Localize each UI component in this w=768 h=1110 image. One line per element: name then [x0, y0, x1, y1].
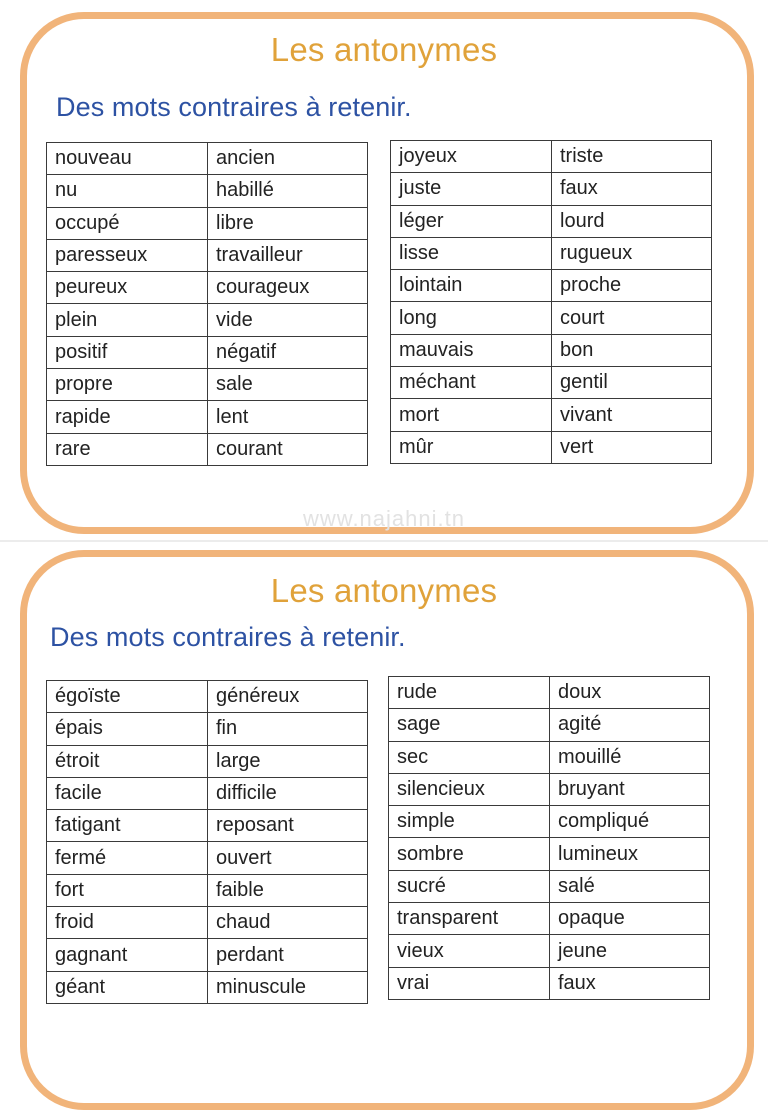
antonyms-table-right	[388, 676, 710, 1000]
word-cell: vieux	[389, 935, 550, 967]
antonym-cell: compliqué	[550, 806, 710, 838]
word-cell: mauvais	[391, 334, 552, 366]
word-cell: étroit	[47, 745, 208, 777]
antonym-cell: bruyant	[550, 773, 710, 805]
word-cell: fort	[47, 874, 208, 906]
antonym-pair-row	[47, 369, 368, 401]
word-cell: transparent	[389, 903, 550, 935]
word-cell: lointain	[391, 270, 552, 302]
antonym-pair-row	[391, 399, 712, 431]
word-cell: long	[391, 302, 552, 334]
antonym-cell: lent	[208, 401, 368, 433]
word-cell: fatigant	[47, 810, 208, 842]
word-cell: égoïste	[47, 681, 208, 713]
antonym-pair-row	[391, 173, 712, 205]
antonym-cell: vert	[552, 431, 712, 463]
antonym-cell: vide	[208, 304, 368, 336]
antonym-cell: large	[208, 745, 368, 777]
antonym-pair-row	[391, 237, 712, 269]
antonym-pair-row	[47, 143, 368, 175]
antonym-cell: ouvert	[208, 842, 368, 874]
antonym-cell: courageux	[208, 272, 368, 304]
antonym-pair-row	[391, 205, 712, 237]
antonym-pair-row	[389, 935, 710, 967]
antonym-cell: faux	[550, 967, 710, 999]
antonym-pair-row	[391, 141, 712, 173]
word-cell: gagnant	[47, 939, 208, 971]
antonyms-table-right	[390, 140, 712, 464]
card-subtitle: Des mots contraires à retenir.	[56, 92, 412, 122]
antonym-cell: négatif	[208, 336, 368, 368]
word-cell: silencieux	[389, 773, 550, 805]
antonym-pair-row	[47, 272, 368, 304]
antonym-pair-row	[47, 336, 368, 368]
antonym-cell: sale	[208, 369, 368, 401]
antonym-pair-row	[389, 870, 710, 902]
antonym-pair-row	[47, 207, 368, 239]
antonym-pair-row	[389, 967, 710, 999]
word-cell: juste	[391, 173, 552, 205]
word-cell: sombre	[389, 838, 550, 870]
word-cell: positif	[47, 336, 208, 368]
antonym-cell: courant	[208, 433, 368, 465]
card-title: Les antonymes	[270, 31, 498, 68]
antonym-cell: minuscule	[208, 971, 368, 1003]
word-cell: lisse	[391, 237, 552, 269]
antonym-pair-row	[47, 401, 368, 433]
word-cell: sucré	[389, 870, 550, 902]
antonym-pair-row	[47, 433, 368, 465]
antonyms-card-1	[0, 0, 768, 540]
word-cell: froid	[47, 907, 208, 939]
antonym-cell: lumineux	[550, 838, 710, 870]
antonym-pair-row	[389, 677, 710, 709]
antonyms-table-left	[46, 680, 368, 1004]
word-cell: joyeux	[391, 141, 552, 173]
card-subtitle: Des mots contraires à retenir.	[50, 622, 406, 652]
antonym-pair-row	[47, 810, 368, 842]
antonym-cell: reposant	[208, 810, 368, 842]
word-cell: fermé	[47, 842, 208, 874]
antonym-pair-row	[47, 239, 368, 271]
antonym-cell: chaud	[208, 907, 368, 939]
antonym-cell: faux	[552, 173, 712, 205]
antonym-pair-row	[391, 367, 712, 399]
word-cell: nu	[47, 175, 208, 207]
antonym-pair-row	[389, 838, 710, 870]
antonym-cell: triste	[552, 141, 712, 173]
antonym-cell: travailleur	[208, 239, 368, 271]
antonym-pair-row	[391, 270, 712, 302]
antonym-cell: jeune	[550, 935, 710, 967]
word-cell: sec	[389, 741, 550, 773]
antonym-cell: lourd	[552, 205, 712, 237]
antonym-cell: rugueux	[552, 237, 712, 269]
antonym-cell: difficile	[208, 777, 368, 809]
antonym-pair-row	[47, 777, 368, 809]
antonym-cell: proche	[552, 270, 712, 302]
antonym-cell: salé	[550, 870, 710, 902]
antonym-cell: court	[552, 302, 712, 334]
word-cell: mort	[391, 399, 552, 431]
word-cell: rare	[47, 433, 208, 465]
antonym-cell: libre	[208, 207, 368, 239]
word-cell: épais	[47, 713, 208, 745]
word-cell: nouveau	[47, 143, 208, 175]
word-cell: vrai	[389, 967, 550, 999]
antonym-pair-row	[389, 773, 710, 805]
antonym-cell: bon	[552, 334, 712, 366]
antonym-cell: généreux	[208, 681, 368, 713]
antonym-cell: faible	[208, 874, 368, 906]
word-cell: rapide	[47, 401, 208, 433]
antonym-cell: agité	[550, 709, 710, 741]
antonym-cell: ancien	[208, 143, 368, 175]
antonym-pair-row	[391, 334, 712, 366]
antonym-pair-row	[389, 903, 710, 935]
antonym-cell: vivant	[552, 399, 712, 431]
antonym-pair-row	[47, 681, 368, 713]
word-cell: simple	[389, 806, 550, 838]
antonym-pair-row	[47, 939, 368, 971]
antonym-cell: doux	[550, 677, 710, 709]
antonym-pair-row	[47, 304, 368, 336]
antonym-cell: opaque	[550, 903, 710, 935]
word-cell: mûr	[391, 431, 552, 463]
antonym-cell: mouillé	[550, 741, 710, 773]
antonym-pair-row	[47, 874, 368, 906]
word-cell: rude	[389, 677, 550, 709]
antonyms-table-left	[46, 142, 368, 466]
antonym-pair-row	[47, 907, 368, 939]
word-cell: plein	[47, 304, 208, 336]
antonym-pair-row	[389, 709, 710, 741]
word-cell: propre	[47, 369, 208, 401]
word-cell: peureux	[47, 272, 208, 304]
antonym-cell: perdant	[208, 939, 368, 971]
watermark: www.najahni.tn	[303, 506, 465, 531]
word-cell: facile	[47, 777, 208, 809]
antonym-pair-row	[47, 745, 368, 777]
antonym-pair-row	[391, 431, 712, 463]
antonym-pair-row	[47, 713, 368, 745]
antonym-pair-row	[391, 302, 712, 334]
antonym-cell: fin	[208, 713, 368, 745]
word-cell: sage	[389, 709, 550, 741]
antonym-pair-row	[47, 971, 368, 1003]
antonym-pair-row	[389, 741, 710, 773]
antonyms-card-2	[0, 542, 768, 1024]
antonym-cell: habillé	[208, 175, 368, 207]
antonym-pair-row	[389, 806, 710, 838]
card-title: Les antonymes	[270, 572, 498, 609]
word-cell: léger	[391, 205, 552, 237]
antonym-cell: gentil	[552, 367, 712, 399]
antonym-pair-row	[47, 175, 368, 207]
word-cell: méchant	[391, 367, 552, 399]
word-cell: paresseux	[47, 239, 208, 271]
word-cell: occupé	[47, 207, 208, 239]
word-cell: géant	[47, 971, 208, 1003]
antonym-pair-row	[47, 842, 368, 874]
